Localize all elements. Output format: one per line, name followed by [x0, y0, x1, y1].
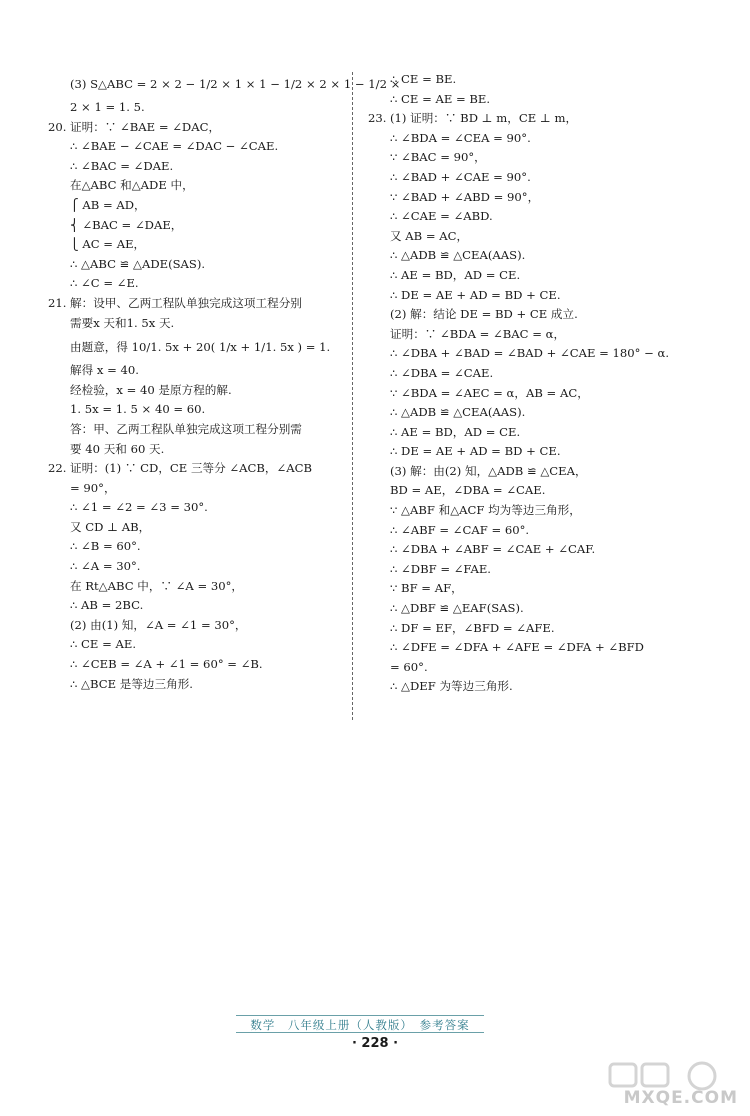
line-text: (3) 解：由(2) 知，△ADB ≌ △CEA，	[390, 463, 587, 478]
text-line	[48, 70, 401, 98]
line-text: ⎧ AB = AD，	[70, 197, 146, 212]
line-text: ∴ DE = AE + AD = BD + CE.	[390, 444, 561, 459]
text-line	[368, 227, 708, 247]
text-line	[48, 655, 340, 675]
text-line	[48, 557, 340, 577]
text-line	[368, 521, 708, 541]
footer-top-rule	[236, 1015, 484, 1016]
text-line	[48, 361, 340, 381]
text-line	[368, 481, 708, 501]
watermark-text: MXQE.COM	[623, 1088, 738, 1108]
question-number: 22.	[48, 461, 67, 476]
text-line	[368, 638, 708, 658]
footer-title: 数学 八年级上册（人教版） 参考答案	[250, 1018, 470, 1032]
text-line	[48, 333, 340, 361]
line-text: 需要x 天和1. 5x 天.	[70, 315, 175, 330]
line-text: ∴ △BCE 是等边三角形.	[70, 676, 193, 691]
text-line	[48, 274, 340, 294]
line-text: 证明：∵ ∠BDA = ∠BAC = α，	[390, 326, 566, 341]
text-line	[368, 540, 708, 560]
text-line	[48, 537, 340, 557]
text-line	[48, 420, 340, 440]
text-line	[48, 196, 340, 216]
line-text: ∴ AE = BD，AD = CE.	[390, 424, 521, 439]
line-text: ∴ ∠DBA + ∠BAD = ∠BAD + ∠CAE = 180° − α.	[390, 346, 670, 361]
text-line	[368, 599, 708, 619]
line-text: ∴ △ADB ≌ △CEA(AAS).	[390, 248, 526, 263]
text-line	[48, 577, 340, 597]
text-line	[368, 188, 708, 208]
line-text: (3) S△ABC = 2 × 2 − 1/2 × 1 × 1 − 1/2 × 2 × 1 − 1/2 ×	[70, 77, 401, 91]
text-line	[48, 635, 340, 655]
text-line	[368, 658, 708, 678]
line-text: (2) 由(1) 知，∠A = ∠1 = 30°，	[70, 617, 247, 632]
text-line	[368, 501, 708, 521]
line-text: ∴ ∠BDA = ∠CEA = 90°.	[390, 130, 531, 145]
text-line	[368, 109, 708, 129]
line-text: 在△ABC 和△ADE 中，	[70, 178, 194, 193]
text-line	[48, 459, 340, 479]
text-line	[368, 305, 708, 325]
line-text: ∴ △ABC ≌ △ADE(SAS).	[70, 256, 206, 271]
text-line	[368, 207, 708, 227]
text-line	[368, 286, 708, 306]
line-text: 证明：∵ ∠BAE = ∠DAC，	[70, 119, 221, 134]
text-line	[48, 518, 340, 538]
line-text: ∴ △DEF 为等边三角形.	[390, 679, 513, 694]
line-text: 要 40 天和 60 天.	[70, 441, 165, 456]
text-line	[368, 70, 708, 90]
footer-bottom-rule	[236, 1032, 484, 1033]
line-text: ∴ ∠C = ∠E.	[70, 276, 139, 291]
text-line	[368, 90, 708, 110]
line-text: 解得 x = 40.	[70, 363, 139, 378]
text-line	[48, 294, 340, 314]
line-text: ∵ △ABF 和△ACF 均为等边三角形，	[390, 503, 581, 518]
line-text: ∴ DE = AE + AD = BD + CE.	[390, 287, 561, 302]
line-text: ∴ ∠DFE = ∠DFA + ∠AFE = ∠DFA + ∠BFD	[390, 640, 644, 655]
text-line	[48, 596, 340, 616]
text-line	[368, 148, 708, 168]
text-line	[368, 677, 708, 697]
right-column	[368, 70, 708, 697]
page-number: · 228 ·	[351, 1036, 399, 1051]
left-column	[48, 70, 401, 694]
text-line	[368, 384, 708, 404]
line-text: ∴ △ADB ≌ △CEA(AAS).	[390, 405, 526, 420]
line-text: 2 × 1 = 1. 5.	[70, 100, 145, 114]
line-text: 1. 5x = 1. 5 × 40 = 60.	[70, 402, 206, 417]
line-text: ∵ ∠BAD + ∠ABD = 90°，	[390, 189, 540, 204]
line-text: = 90°，	[70, 480, 116, 495]
line-text: ∴ ∠A = 30°.	[70, 559, 141, 574]
text-line	[368, 423, 708, 443]
text-line	[368, 168, 708, 188]
question-number: 20.	[48, 119, 67, 134]
line-text: ∴ ∠ABF = ∠CAF = 60°.	[390, 522, 530, 537]
line-text: ∴ ∠CAE = ∠ABD.	[390, 209, 493, 224]
line-text: ∴ CE = AE.	[70, 637, 137, 652]
line-text: = 60°.	[390, 659, 428, 674]
text-line	[368, 344, 708, 364]
text-line	[48, 400, 340, 420]
question-number: 23.	[368, 111, 387, 126]
text-line	[48, 98, 340, 118]
line-text: (1) 证明：∵ BD ⊥ m，CE ⊥ m，	[390, 111, 578, 126]
text-line	[48, 479, 340, 499]
column-divider	[352, 72, 353, 720]
text-line	[48, 675, 340, 695]
line-text: ∴ CE = BE.	[390, 72, 457, 86]
text-line	[48, 381, 340, 401]
text-line	[48, 440, 340, 460]
line-text: 由题意，得 10/1. 5x + 20( 1/x + 1/1. 5x ) = 1.	[70, 340, 331, 355]
line-text: ∴ ∠CEB = ∠A + ∠1 = 60° = ∠B.	[70, 657, 263, 672]
line-text: ⎩ AC = AE，	[70, 237, 146, 252]
line-text: ∴ ∠1 = ∠2 = ∠3 = 30°.	[70, 500, 208, 515]
line-text: 答：甲、乙两工程队单独完成这项工程分别需	[70, 421, 302, 436]
text-line	[368, 619, 708, 639]
text-line	[368, 403, 708, 423]
line-text: ∵ BF = AF，	[390, 581, 463, 596]
line-text: BD = AE，∠DBA = ∠CAE.	[390, 483, 546, 498]
text-line	[368, 129, 708, 149]
line-text: ∴ ∠DBA + ∠ABF = ∠CAE + ∠CAF.	[390, 542, 596, 557]
line-text: ∴ CE = AE = BE.	[390, 91, 491, 106]
line-text: ∴ DF = EF，∠BFD = ∠AFE.	[390, 620, 555, 635]
text-line	[48, 176, 340, 196]
line-text: ∵ ∠BAC = 90°，	[390, 150, 486, 165]
line-text: ∴ AE = BD，AD = CE.	[390, 267, 521, 282]
line-text: 又 AB = AC，	[390, 228, 469, 243]
text-line	[48, 616, 340, 636]
line-text: (2) 解：结论 DE = BD + CE 成立.	[390, 307, 578, 322]
line-text: ∴ AB = 2BC.	[70, 598, 144, 613]
question-number: 21.	[48, 295, 67, 310]
text-line	[48, 314, 340, 334]
line-text: ∴ ∠BAC = ∠DAE.	[70, 158, 174, 173]
line-text: 证明：(1) ∵ CD，CE 三等分 ∠ACB，∠ACB	[70, 461, 312, 476]
text-line	[48, 157, 340, 177]
line-text: ⎨ ∠BAC = ∠DAE，	[70, 217, 183, 232]
text-line	[368, 325, 708, 345]
line-text: ∴ ∠DBA = ∠CAE.	[390, 365, 494, 380]
line-text: 在 Rt△ABC 中，∵ ∠A = 30°，	[70, 578, 244, 593]
text-line	[48, 235, 340, 255]
text-line	[368, 442, 708, 462]
line-text: 经检验，x = 40 是原方程的解.	[70, 382, 232, 397]
text-line	[48, 137, 340, 157]
line-text: ∴ ∠DBF = ∠FAE.	[390, 561, 491, 576]
line-text: ∵ ∠BDA = ∠AEC = α，AB = AC，	[390, 385, 589, 400]
text-line	[368, 266, 708, 286]
line-text: 解：设甲、乙两工程队单独完成这项工程分别	[70, 295, 302, 310]
text-line	[48, 498, 340, 518]
text-line	[368, 246, 708, 266]
text-line	[48, 255, 340, 275]
text-line	[48, 216, 340, 236]
line-text: ∴ ∠BAD + ∠CAE = 90°.	[390, 169, 531, 184]
text-line	[368, 462, 708, 482]
text-line	[368, 364, 708, 384]
text-line	[48, 118, 340, 138]
line-text: ∴ △DBF ≌ △EAF(SAS).	[390, 601, 524, 616]
line-text: ∴ ∠B = 60°.	[70, 539, 141, 554]
text-line	[368, 560, 708, 580]
line-text: 又 CD ⊥ AB，	[70, 519, 151, 534]
text-line	[368, 579, 708, 599]
line-text: ∴ ∠BAE − ∠CAE = ∠DAC − ∠CAE.	[70, 139, 279, 154]
